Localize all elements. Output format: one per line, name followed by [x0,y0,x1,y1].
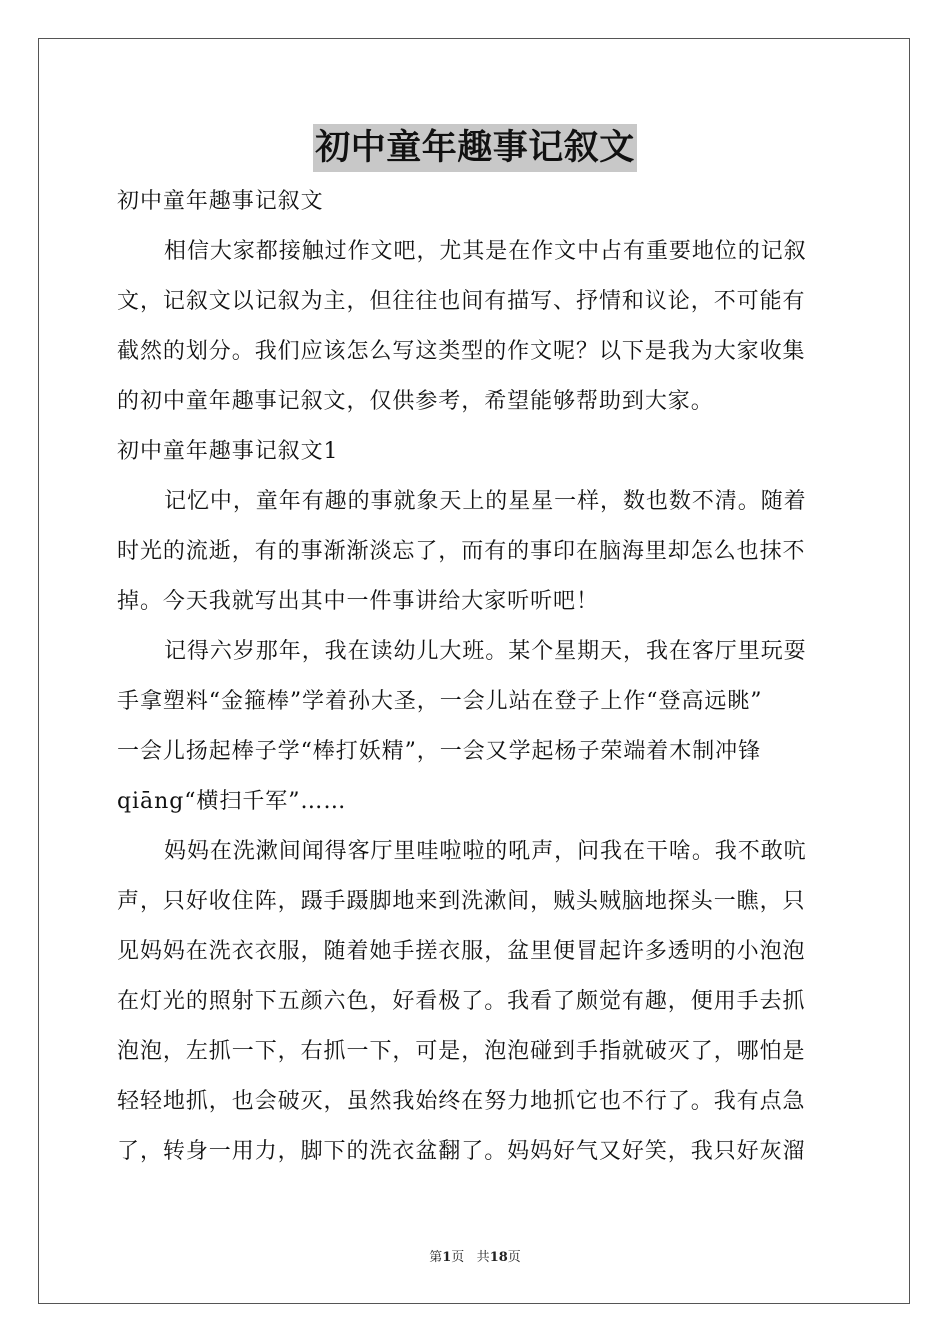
body-line: 时光的流逝，有的事渐渐淡忘了，而有的事印在脑海里却怎么也抹不 [117,539,806,564]
footer-total-pages: 18 [489,1250,508,1265]
body-line: 相信大家都接触过作文吧，尤其是在作文中占有重要地位的记叙 [164,239,807,264]
body-line: 一会儿扬起棒子学“棒打妖精”，一会又学起杨子荣端着木制冲锋 [117,739,762,764]
body-line: 初中童年趣事记叙文 [117,189,324,214]
footer-page-suffix: 页 [451,1250,465,1265]
body-line: qiāng“横扫千军”…… [117,789,347,814]
page-footer [0,1246,950,1265]
title-wrap [0,124,950,172]
footer-total-suffix: 页 [507,1250,521,1265]
document-title: 初中童年趣事记叙文 [313,124,637,172]
body-line: 文，记叙文以记叙为主，但往往也间有描写、抒情和议论，不可能有 [117,289,806,314]
body-line: 声，只好收住阵，蹑手蹑脚地来到洗漱间，贼头贼脑地探头一瞧，只 [117,889,806,914]
section-heading: 初中童年趣事记叙文1 [117,439,339,464]
body-line: 记忆中，童年有趣的事就象天上的星星一样，数也数不清。随着 [164,489,807,514]
footer-total-prefix: 共 [476,1250,490,1265]
body-line: 妈妈在洗漱间闻得客厅里哇啦啦的吼声，问我在干啥。我不敢吭 [164,839,807,864]
body-line: 掉。今天我就写出其中一件事讲给大家听听吧！ [117,589,599,614]
document-body [117,177,833,1177]
body-line: 的初中童年趣事记叙文，仅供参考，希望能够帮助到大家。 [117,389,714,414]
body-line: 手拿塑料“金箍棒”学着孙大圣，一会儿站在登子上作“登高远眺” [117,689,763,714]
body-line: 轻轻地抓，也会破灭，虽然我始终在努力地抓它也不行了。我有点急 [117,1089,806,1114]
body-line: 泡泡，左抓一下，右抓一下，可是，泡泡碰到手指就破灭了，哪怕是 [117,1039,806,1064]
body-line: 截然的划分。我们应该怎么写这类型的作文呢？以下是我为大家收集 [117,339,806,364]
footer-page-number: 1 [442,1250,452,1265]
body-line: 见妈妈在洗衣衣服，随着她手搓衣服，盆里便冒起许多透明的小泡泡 [117,939,806,964]
footer-prefix: 第 [429,1250,443,1265]
body-line: 在灯光的照射下五颜六色，好看极了。我看了颇觉有趣，便用手去抓 [117,989,806,1014]
body-line: 记得六岁那年，我在读幼儿大班。某个星期天，我在客厅里玩耍 [164,639,807,664]
body-line: 了，转身一用力，脚下的洗衣盆翻了。妈妈好气又好笑，我只好灰溜 [117,1139,806,1164]
